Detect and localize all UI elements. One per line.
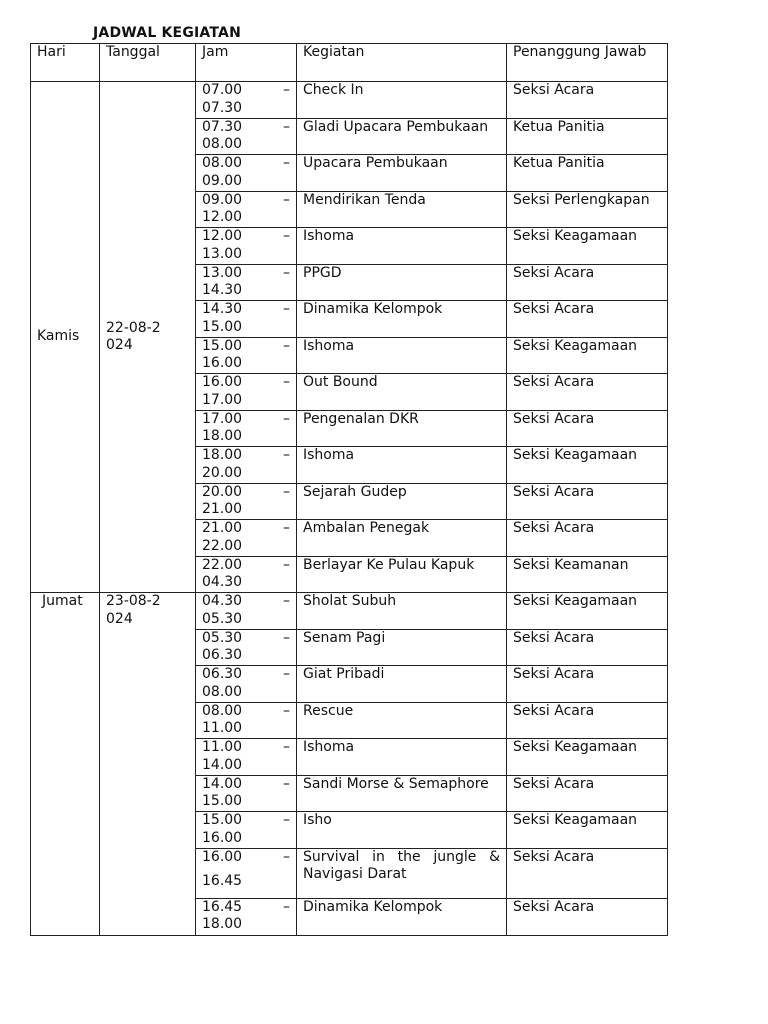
kegiatan-cell: Gladi Upacara Pembukaan	[297, 118, 507, 155]
kegiatan-cell: Survival in the jungle & Navigasi Darat	[297, 848, 507, 898]
kegiatan-cell: Ishoma	[297, 337, 507, 374]
jam-separator: –	[283, 520, 290, 536]
jam-end: 16.00	[202, 829, 243, 846]
kegiatan-cell: Pengenalan DKR	[297, 410, 507, 447]
kegiatan-cell: Mendirikan Tenda	[297, 191, 507, 228]
kegiatan-cell: Ishoma	[297, 739, 507, 776]
jam-start: 20.00	[202, 483, 243, 500]
jam-separator: –	[283, 410, 290, 427]
penanggung-jawab-cell: Seksi Keagamaan	[507, 739, 668, 776]
jam-end: 06.30	[202, 647, 243, 663]
penanggung-jawab-cell: Seksi Acara	[507, 775, 668, 812]
header-penanggung-jawab: Penanggung Jawab	[507, 44, 668, 82]
jam-end: 14.30	[202, 282, 243, 298]
jam-start: 11.00	[202, 739, 243, 755]
table-row	[31, 593, 668, 630]
jam-cell	[196, 812, 297, 849]
jam-separator: –	[283, 191, 290, 208]
jam-end: 09.00	[202, 172, 243, 189]
schedule-body	[31, 44, 668, 936]
penanggung-jawab-cell: Seksi Keagamaan	[507, 812, 668, 849]
table-row	[31, 82, 668, 119]
jam-start: 16.00	[202, 848, 243, 865]
penanggung-jawab-cell: Seksi Acara	[507, 898, 668, 935]
jam-end: 13.00	[202, 245, 243, 262]
page-title: JADWAL KEGIATAN	[93, 25, 241, 41]
kegiatan-cell: Berlayar Ke Pulau Kapuk	[297, 556, 507, 593]
jam-cell	[196, 702, 297, 739]
jam-start: 14.00	[202, 775, 243, 792]
header-kegiatan: Kegiatan	[297, 44, 507, 82]
jam-end: 22.00	[202, 537, 243, 554]
jam-cell	[196, 191, 297, 228]
jam-cell	[196, 118, 297, 155]
jam-start: 13.00	[202, 264, 243, 281]
jam-start: 07.30	[202, 118, 243, 135]
kegiatan-cell: Sholat Subuh	[297, 593, 507, 630]
header-jam: Jam	[196, 44, 297, 82]
jam-separator: –	[283, 155, 290, 171]
jam-cell	[196, 374, 297, 411]
penanggung-jawab-cell: Seksi Acara	[507, 264, 668, 301]
penanggung-jawab-cell: Seksi Keagamaan	[507, 337, 668, 374]
jam-cell	[196, 848, 297, 898]
penanggung-jawab-cell: Seksi Keamanan	[507, 556, 668, 593]
jam-end: 18.00	[202, 916, 243, 932]
jam-separator: –	[283, 374, 290, 390]
jam-end: 16.45	[202, 873, 243, 889]
jam-start: 08.00	[202, 702, 243, 719]
penanggung-jawab-cell: Seksi Acara	[507, 82, 668, 119]
jam-cell	[196, 301, 297, 338]
penanggung-jawab-cell: Seksi Acara	[507, 374, 668, 411]
tanggal-cell	[100, 593, 196, 936]
tanggal-cell	[100, 82, 196, 593]
jam-separator: –	[283, 898, 290, 915]
hari-cell: Jumat	[31, 593, 100, 936]
jam-separator: –	[283, 666, 290, 682]
penanggung-jawab-cell: Ketua Panitia	[507, 118, 668, 155]
kegiatan-cell: Sejarah Gudep	[297, 483, 507, 520]
jam-separator: –	[283, 739, 290, 755]
jam-end: 21.00	[202, 501, 243, 517]
jam-separator: –	[283, 702, 290, 719]
jam-separator: –	[283, 775, 290, 792]
jam-start: 07.00	[202, 82, 243, 98]
jam-start: 14.30	[202, 301, 243, 317]
jam-start: 16.45	[202, 898, 243, 915]
kegiatan-cell: Check In	[297, 82, 507, 119]
jam-end: 20.00	[202, 464, 243, 481]
jam-separator: –	[283, 337, 290, 354]
jam-start: 12.00	[202, 228, 243, 244]
jam-end: 04.30	[202, 574, 243, 590]
jam-start: 18.00	[202, 447, 243, 463]
kegiatan-cell: Upacara Pembukaan	[297, 155, 507, 192]
jam-separator: –	[283, 447, 290, 463]
jam-end: 16.00	[202, 355, 243, 371]
jam-start: 17.00	[202, 410, 243, 427]
jam-end: 14.00	[202, 756, 243, 773]
hari-cell: Kamis	[31, 82, 100, 593]
jam-cell	[196, 775, 297, 812]
jam-end: 07.30	[202, 99, 243, 116]
penanggung-jawab-cell: Seksi Acara	[507, 520, 668, 557]
schedule-table	[30, 43, 668, 936]
kegiatan-cell: Out Bound	[297, 374, 507, 411]
jam-cell	[196, 593, 297, 630]
jam-cell	[196, 520, 297, 557]
jam-cell	[196, 483, 297, 520]
kegiatan-cell: Dinamika Kelompok	[297, 301, 507, 338]
jam-end: 11.00	[202, 720, 243, 736]
penanggung-jawab-cell: Seksi Acara	[507, 848, 668, 898]
jam-cell	[196, 337, 297, 374]
penanggung-jawab-cell: Seksi Acara	[507, 666, 668, 703]
penanggung-jawab-cell: Seksi Acara	[507, 629, 668, 666]
jam-separator: –	[283, 629, 290, 646]
penanggung-jawab-cell: Seksi Keagamaan	[507, 447, 668, 484]
jam-end: 05.30	[202, 610, 243, 627]
jam-start: 15.00	[202, 337, 243, 354]
jam-start: 08.00	[202, 155, 243, 171]
jam-separator: –	[283, 301, 290, 317]
jam-start: 15.00	[202, 812, 243, 828]
jam-cell	[196, 629, 297, 666]
jam-end: 08.00	[202, 136, 243, 152]
jam-separator: –	[283, 812, 290, 828]
kegiatan-cell: Sandi Morse & Semaphore	[297, 775, 507, 812]
kegiatan-cell: Ambalan Penegak	[297, 520, 507, 557]
penanggung-jawab-cell: Seksi Keagamaan	[507, 228, 668, 265]
jam-cell	[196, 264, 297, 301]
penanggung-jawab-cell: Seksi Acara	[507, 483, 668, 520]
jam-separator: –	[283, 556, 290, 573]
header-hari: Hari	[31, 44, 100, 82]
jam-cell	[196, 82, 297, 119]
jam-cell	[196, 447, 297, 484]
tanggal-text: 22-08-2024	[106, 319, 161, 353]
jam-start: 06.30	[202, 666, 243, 682]
header-tanggal: Tanggal	[100, 44, 196, 82]
kegiatan-cell: Rescue	[297, 702, 507, 739]
tanggal-text: 23-08-2024	[106, 593, 161, 627]
jam-start: 05.30	[202, 629, 243, 646]
jam-separator: –	[283, 82, 290, 98]
kegiatan-cell: Senam Pagi	[297, 629, 507, 666]
penanggung-jawab-cell: Seksi Acara	[507, 301, 668, 338]
jam-cell	[196, 155, 297, 192]
penanggung-jawab-cell: Seksi Keagamaan	[507, 593, 668, 630]
kegiatan-cell: Ishoma	[297, 228, 507, 265]
jam-separator: –	[283, 264, 290, 281]
jam-separator: –	[283, 118, 290, 135]
kegiatan-cell: Dinamika Kelompok	[297, 898, 507, 935]
jam-cell	[196, 666, 297, 703]
penanggung-jawab-cell: Seksi Acara	[507, 702, 668, 739]
jam-separator: –	[283, 593, 290, 609]
jam-start: 09.00	[202, 191, 243, 208]
jam-separator: –	[283, 228, 290, 244]
jam-end: 15.00	[202, 793, 243, 809]
jam-cell	[196, 228, 297, 265]
jam-cell	[196, 410, 297, 447]
jam-cell	[196, 739, 297, 776]
header-row	[31, 44, 668, 82]
jam-start: 22.00	[202, 556, 243, 573]
kegiatan-cell: Isho	[297, 812, 507, 849]
kegiatan-cell: Ishoma	[297, 447, 507, 484]
jam-end: 12.00	[202, 209, 243, 225]
jam-start: 21.00	[202, 520, 243, 536]
kegiatan-cell: Giat Pribadi	[297, 666, 507, 703]
jam-end: 15.00	[202, 318, 243, 335]
jam-end: 17.00	[202, 391, 243, 408]
jam-separator: –	[283, 483, 290, 500]
jam-cell	[196, 898, 297, 935]
jam-separator: –	[283, 848, 290, 865]
penanggung-jawab-cell: Seksi Perlengkapan	[507, 191, 668, 228]
jam-end: 18.00	[202, 428, 243, 444]
jam-end: 08.00	[202, 683, 243, 700]
penanggung-jawab-cell: Ketua Panitia	[507, 155, 668, 192]
jam-start: 04.30	[202, 593, 243, 609]
penanggung-jawab-cell: Seksi Acara	[507, 410, 668, 447]
kegiatan-cell: PPGD	[297, 264, 507, 301]
jam-cell	[196, 556, 297, 593]
jam-start: 16.00	[202, 374, 243, 390]
